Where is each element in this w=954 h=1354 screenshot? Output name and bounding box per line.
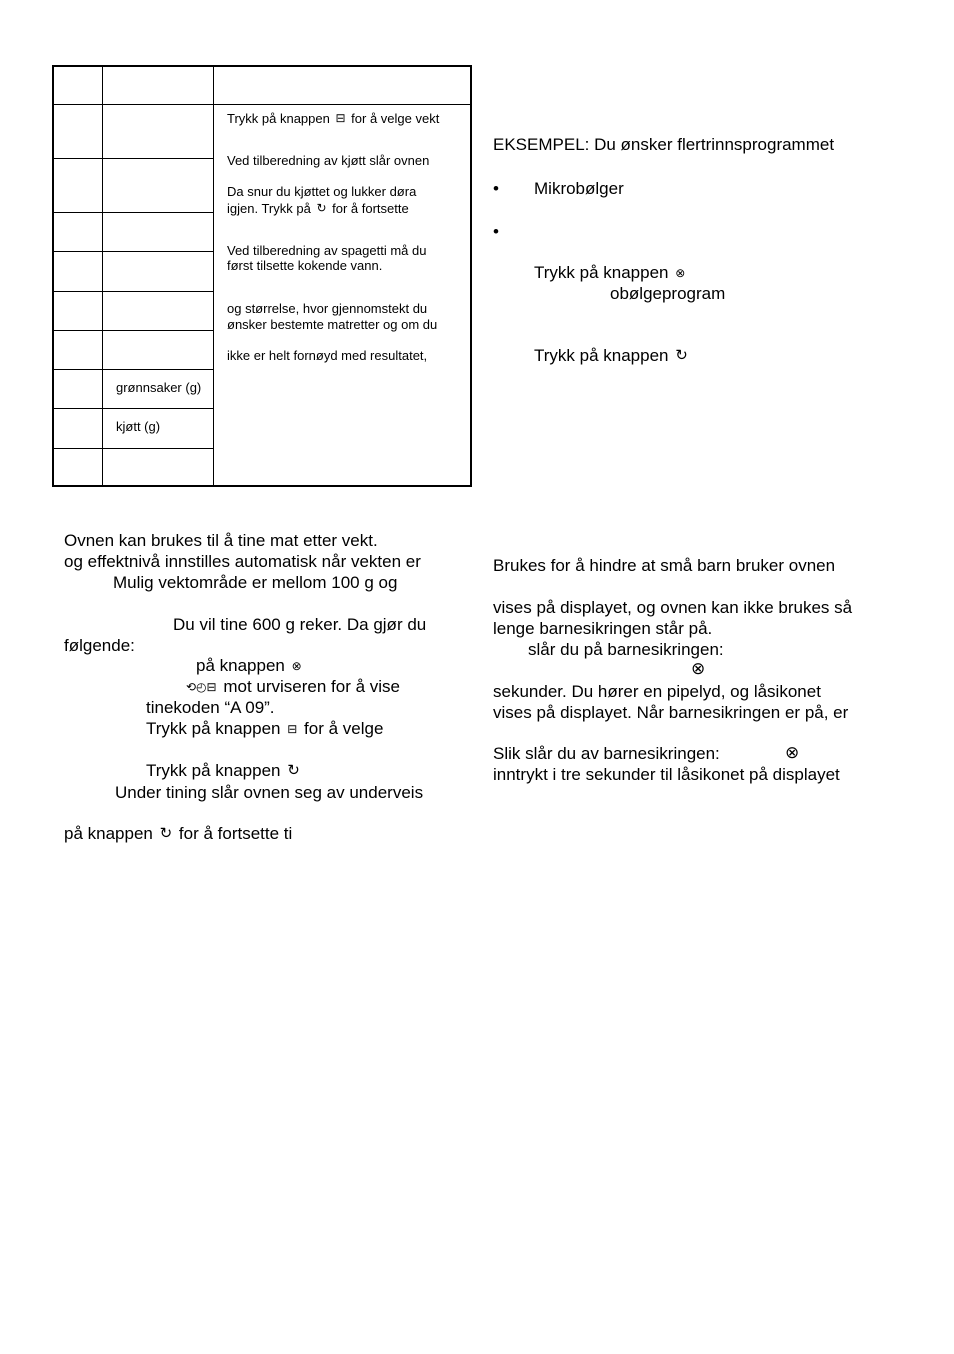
defrost-line-8: tinekoden “A 09”. (146, 698, 275, 717)
defrost-line-3: Mulig vektområde er mellom 100 g og (113, 573, 398, 592)
table-note-5a: og størrelse, hvor gjennomstekt du (227, 301, 428, 316)
childlock-line-3: lenge barnesikringen står på. (493, 619, 713, 638)
example-heading: EKSEMPEL: Du ønsker flertrinnsprogrammet (493, 135, 835, 154)
defrost-line-1: Ovnen kan brukes til å tine mat etter vekt. (64, 531, 378, 550)
defrost-line-12: på knappen ↻ for å fortsette ti (64, 824, 293, 843)
childlock-line-2: vises på displayet, og ovnen kan ikke brukes så (493, 598, 853, 617)
stop-icon: ⊗ (291, 659, 302, 673)
stop-icon: ⊗ (785, 743, 800, 762)
childlock-line-4: slår du på barnesikringen: (528, 640, 724, 659)
defrost-line-4: Du vil tine 600 g reker. Da gjør du (173, 615, 427, 634)
defrost-line-9: Trykk på knappen ⊟ for å velge (146, 719, 384, 738)
bullet-glyph-1: • (493, 179, 499, 198)
childlock-line-1: Brukes for å hindre at små barn bruker ovnen (493, 556, 836, 575)
program-table (52, 65, 472, 487)
start-icon: ↻ (287, 762, 300, 779)
weight-icon: ⊟ (335, 111, 346, 125)
start-icon: ↻ (316, 201, 327, 215)
defrost-line-5: følgende: (64, 636, 135, 655)
weight-icon: ⊟ (287, 722, 298, 736)
start-icon: ↻ (675, 347, 688, 364)
table-cell-meat: kjøtt (g) (116, 419, 161, 434)
childlock-line-5: sekunder. Du hører en pipelyd, og låsikonet (493, 682, 821, 701)
table-note-2: Ved tilberedning av kjøtt slår ovnen (227, 153, 430, 168)
childlock-line-6: vises på displayet. Når barnesikringen er på, er (493, 703, 849, 722)
stop-icon: ⊗ (691, 659, 706, 678)
step-press-stop: Trykk på knappen ⊗ (534, 263, 686, 282)
dial-icons: ⟲◴⊟ (186, 680, 217, 694)
table-note-1: Trykk på knappen ⊟ for å velge vekt (227, 111, 440, 126)
bullet-glyph-2: • (493, 222, 499, 241)
table-note-4b: først tilsette kokende vann. (227, 258, 383, 273)
defrost-line-11: Under tining slår ovnen seg av underveis (115, 783, 424, 802)
table-note-6: ikke er helt fornøyd med resultatet, (227, 348, 428, 363)
defrost-line-10: Trykk på knappen ↻ (146, 761, 300, 780)
defrost-line-2: og effektnivå innstilles automatisk når vekten er (64, 552, 421, 571)
bullet-microwave: Mikrobølger (534, 179, 624, 198)
table-note-4a: Ved tilberedning av spagetti må du (227, 243, 427, 258)
childlock-line-8: inntrykt i tre sekunder til låsikonet på displayet (493, 765, 840, 784)
table-note-3a: Da snur du kjøttet og lukker døra (227, 184, 417, 199)
defrost-line-6: på knappen ⊗ (196, 656, 302, 675)
stop-icon: ⊗ (675, 266, 686, 280)
step-program-text: obølgeprogram (610, 284, 726, 303)
defrost-line-7: ⟲◴⊟ mot urviseren for å vise (186, 677, 401, 696)
start-icon: ↻ (159, 825, 173, 842)
table-note-3b: igjen. Trykk på ↻ for å fortsette (227, 201, 409, 216)
childlock-line-7: Slik slår du av barnesikringen: (493, 744, 720, 763)
table-note-5b: ønsker bestemte matretter og om du (227, 317, 438, 332)
table-cell-vegetables: grønnsaker (g) (116, 380, 202, 395)
step-press-start: Trykk på knappen ↻ (534, 346, 688, 365)
